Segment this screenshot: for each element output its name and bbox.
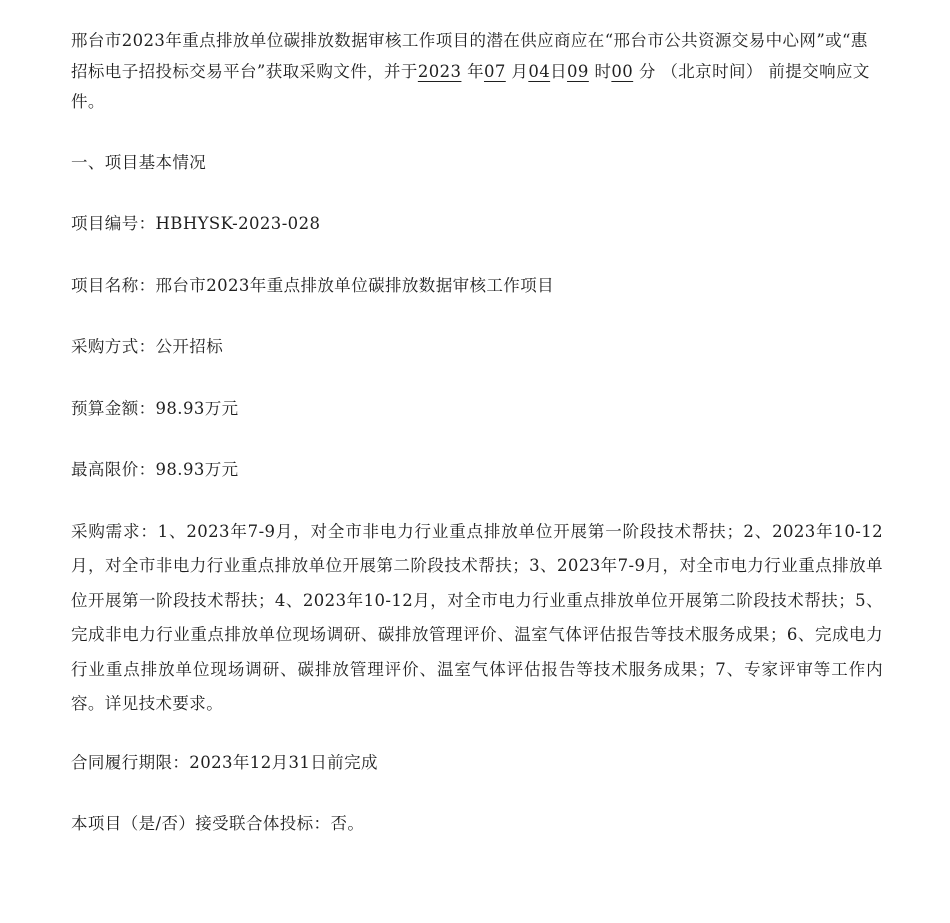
- deadline-day-suffix: 日: [550, 61, 568, 81]
- project-number: 项目编号：HBHYSK-2023-028: [71, 214, 321, 233]
- deadline-year: 2023: [417, 61, 462, 81]
- deadline-hour: 09: [567, 61, 589, 81]
- max-price: 最高限价：98.93万元: [71, 460, 239, 479]
- intro-paragraph: [71, 26, 883, 118]
- consortium-bidding: 本项目（是/否）接受联合体投标：否。: [71, 814, 365, 833]
- contract-period: 合同履行期限：2023年12月31日前完成: [71, 752, 378, 772]
- document-body: [71, 26, 883, 871]
- budget-amount: 预算金额：98.93万元: [71, 398, 239, 418]
- procurement-method: 采购方式：公开招标: [71, 337, 224, 356]
- intro-text: 邢台市2023年重点排放单位碳排放数据审核工作项目的潜在供应商应在“邢台市公共资源交易中心网”或“惠招标电子招投标交易平台”获取采购文件，并于: [71, 31, 868, 81]
- intro-text-end: （北京时间） 前提交响应文件。: [71, 61, 870, 111]
- procurement-requirements: 采购需求：1、2023年7-9月，对全市非电力行业重点排放单位开展第一阶段技术帮扶；2、2023年10-12月，对全市非电力行业重点排放单位开展第二阶段技术帮扶；3、2023年7-9月，对全市电力行业重点排放单位开展第一阶段技术帮扶；4、2023年10-12月，对全市电力行业重点排放单位开展第二阶段技术帮扶；5、完成非电力行业重点排放单位现场调研、碳排放管理评价、温室气体评估报告等技术服务成果；6、完成电力行业重点排放单位现场调研、碳排放管理评价、温室气体评估报告等技术服务成果；7、专家评审等工作内容。详见技术要求。: [71, 521, 883, 713]
- deadline-hour-suffix: 时: [588, 61, 612, 81]
- deadline-year-suffix: 年: [461, 61, 484, 81]
- deadline-month: 07: [483, 61, 506, 81]
- deadline-month-suffix: 月: [505, 61, 529, 81]
- deadline-minute-suffix: 分: [633, 61, 656, 81]
- project-name: 项目名称：邢台市2023年重点排放单位碳排放数据审核工作项目: [71, 275, 554, 295]
- section-heading: 一、项目基本情况: [71, 152, 207, 172]
- deadline-day: 04: [528, 61, 551, 81]
- deadline-minute: 00: [611, 61, 634, 81]
